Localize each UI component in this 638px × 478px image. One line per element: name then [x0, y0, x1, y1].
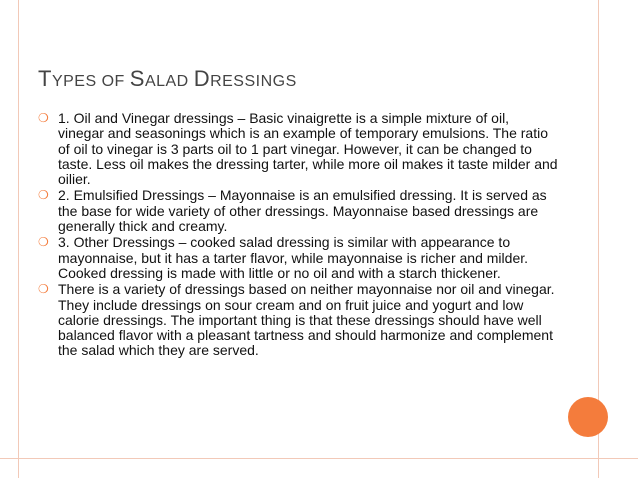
- frame-left-line: [18, 0, 19, 478]
- bullet-item: [38, 282, 558, 358]
- frame-bottom-line: [0, 458, 638, 459]
- title-part: S: [129, 66, 145, 91]
- title-part: T: [38, 66, 52, 91]
- hollow-circle-bullet-icon: ❍: [38, 282, 49, 297]
- hollow-circle-bullet-icon: ❍: [38, 188, 49, 203]
- hollow-circle-bullet-icon: ❍: [38, 111, 49, 125]
- bullet-text: There is a variety of dressings based on neither mayonnaise nor oil and vinegar. They include dressings on sour cream and on fruit juice and yogurt and low calorie dressings. The important thing is that these dressings should have well balanced flavor with a pleasant tartness and should harmonize and complement the salad which they are served.: [58, 281, 555, 359]
- title-part: RESSINGS: [210, 73, 297, 90]
- hollow-circle-bullet-icon: ❍: [38, 235, 49, 250]
- bullet-item: [38, 235, 558, 281]
- bullet-list: [38, 111, 558, 360]
- title-part: ALAD: [144, 73, 194, 90]
- bullet-text: 1. Oil and Vinegar dressings – Basic vinaigrette is a simple mixture of oil, vinegar and seasonings which is an example of temporary emulsions. The ratio of oil to vinegar is 3 parts oil to 1 part vinegar. However, it can be changed to taste. Less oil makes the dressing tarter, while more oil makes it taste milder and oilier.: [58, 110, 558, 188]
- title-part: YPES OF: [51, 73, 130, 90]
- bullet-item: [38, 111, 558, 187]
- bullet-text: 2. Emulsified Dressings – Mayonnaise is an emulsified dressing. It is served as the base for wide variety of other dressings. Mayonnaise based dressings are generally thick and creamy.: [58, 187, 547, 235]
- bullet-item: [38, 188, 558, 234]
- title-part: D: [193, 66, 211, 91]
- slide-title: [38, 66, 297, 95]
- accent-circle: [568, 397, 608, 437]
- bullet-text: 3. Other Dressings – cooked salad dressing is similar with appearance to mayonnaise, but it has a tarter flavor, while mayonnaise is richer and milder. Cooked dressing is made with little or no oil and with a starch thickener.: [58, 234, 529, 281]
